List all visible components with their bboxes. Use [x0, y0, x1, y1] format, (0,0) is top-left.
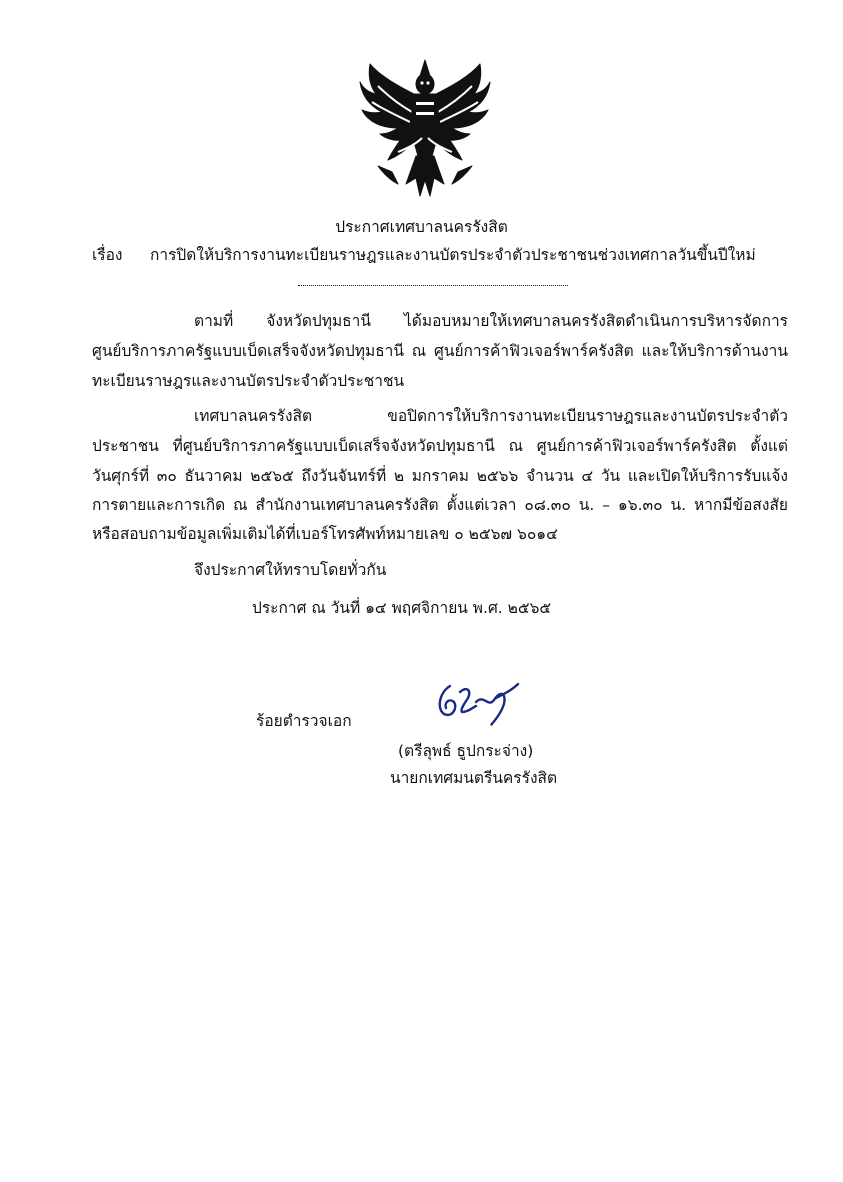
subject-line	[92, 244, 756, 266]
garuda-emblem-icon	[358, 56, 492, 198]
paragraph-2-line-2: ประชาชน ที่ศูนย์บริการภาครัฐแบบเบ็ดเสร็จจังหวัดปทุมธานี ณ ศูนย์การค้าฟิวเจอร์พาร์ครังสิต ตั้งแต่	[92, 437, 788, 455]
subject-label: เรื่อง	[92, 246, 123, 264]
paragraph-2-line-5: หรือสอบถามข้อมูลเพิ่มเติมได้ที่เบอร์โทรศัพท์หมายเลข ๐ ๒๕๖๗ ๖๐๑๔	[92, 525, 558, 543]
closing-line: จึงประกาศให้ทราบโดยทั่วกัน	[194, 561, 387, 579]
date-line: ประกาศ ณ วันที่ ๑๔ พฤศจิกายน พ.ศ. ๒๕๖๕	[252, 599, 552, 617]
paragraph-2-line-3: วันศุกร์ที่ ๓๐ ธันวาคม ๒๕๖๕ ถึงวันจันทร์ที่ ๒ มกราคม ๒๕๖๖ จำนวน ๔ วัน และเปิดให้บริการรับแจ้ง	[92, 467, 789, 485]
signer-position: นายกเทศมนตรีนครรังสิต	[390, 769, 558, 787]
paragraph-2-line-4: การตายและการเกิด ณ สำนักงานเทศบาลนครรังสิต ตั้งแต่เวลา ๐๘.๓๐ น. – ๑๖.๓๐ น. หากมีข้อสงสัย	[92, 496, 788, 514]
paragraph-1-line-1: ตามที่ จังหวัดปทุมธานี ได้มอบหมายให้เทศบาลนครรังสิตดำเนินการบริหารจัดการ	[194, 312, 788, 330]
paragraph-1-line-2: ศูนย์บริการภาครัฐแบบเบ็ดเสร็จจังหวัดปทุมธานี ณ ศูนย์การค้าฟิวเจอร์พาร์ครังสิต และให้บริการด้านงาน	[92, 342, 788, 360]
subject-text: การปิดให้บริการงานทะเบียนราษฎรและงานบัตรประจำตัวประชาชนช่วงเทศกาลวันขึ้นปีใหม่	[150, 246, 756, 264]
announcement-title: ประกาศเทศบาลนครรังสิต	[335, 218, 508, 236]
signer-name: (ตรีลุพธ์ ธูปกระจ่าง)	[398, 742, 534, 760]
paragraph-1-line-3: ทะเบียนราษฎรและงานบัตรประจำตัวประชาชน	[92, 372, 405, 390]
signer-rank: ร้อยตำรวจเอก	[256, 712, 352, 730]
handwritten-signature	[432, 678, 522, 728]
dotted-separator	[298, 285, 568, 286]
paragraph-2-line-1: เทศบาลนครรังสิต ขอปิดการให้บริการงานทะเบียนราษฎรและงานบัตรประจำตัว	[194, 407, 788, 425]
